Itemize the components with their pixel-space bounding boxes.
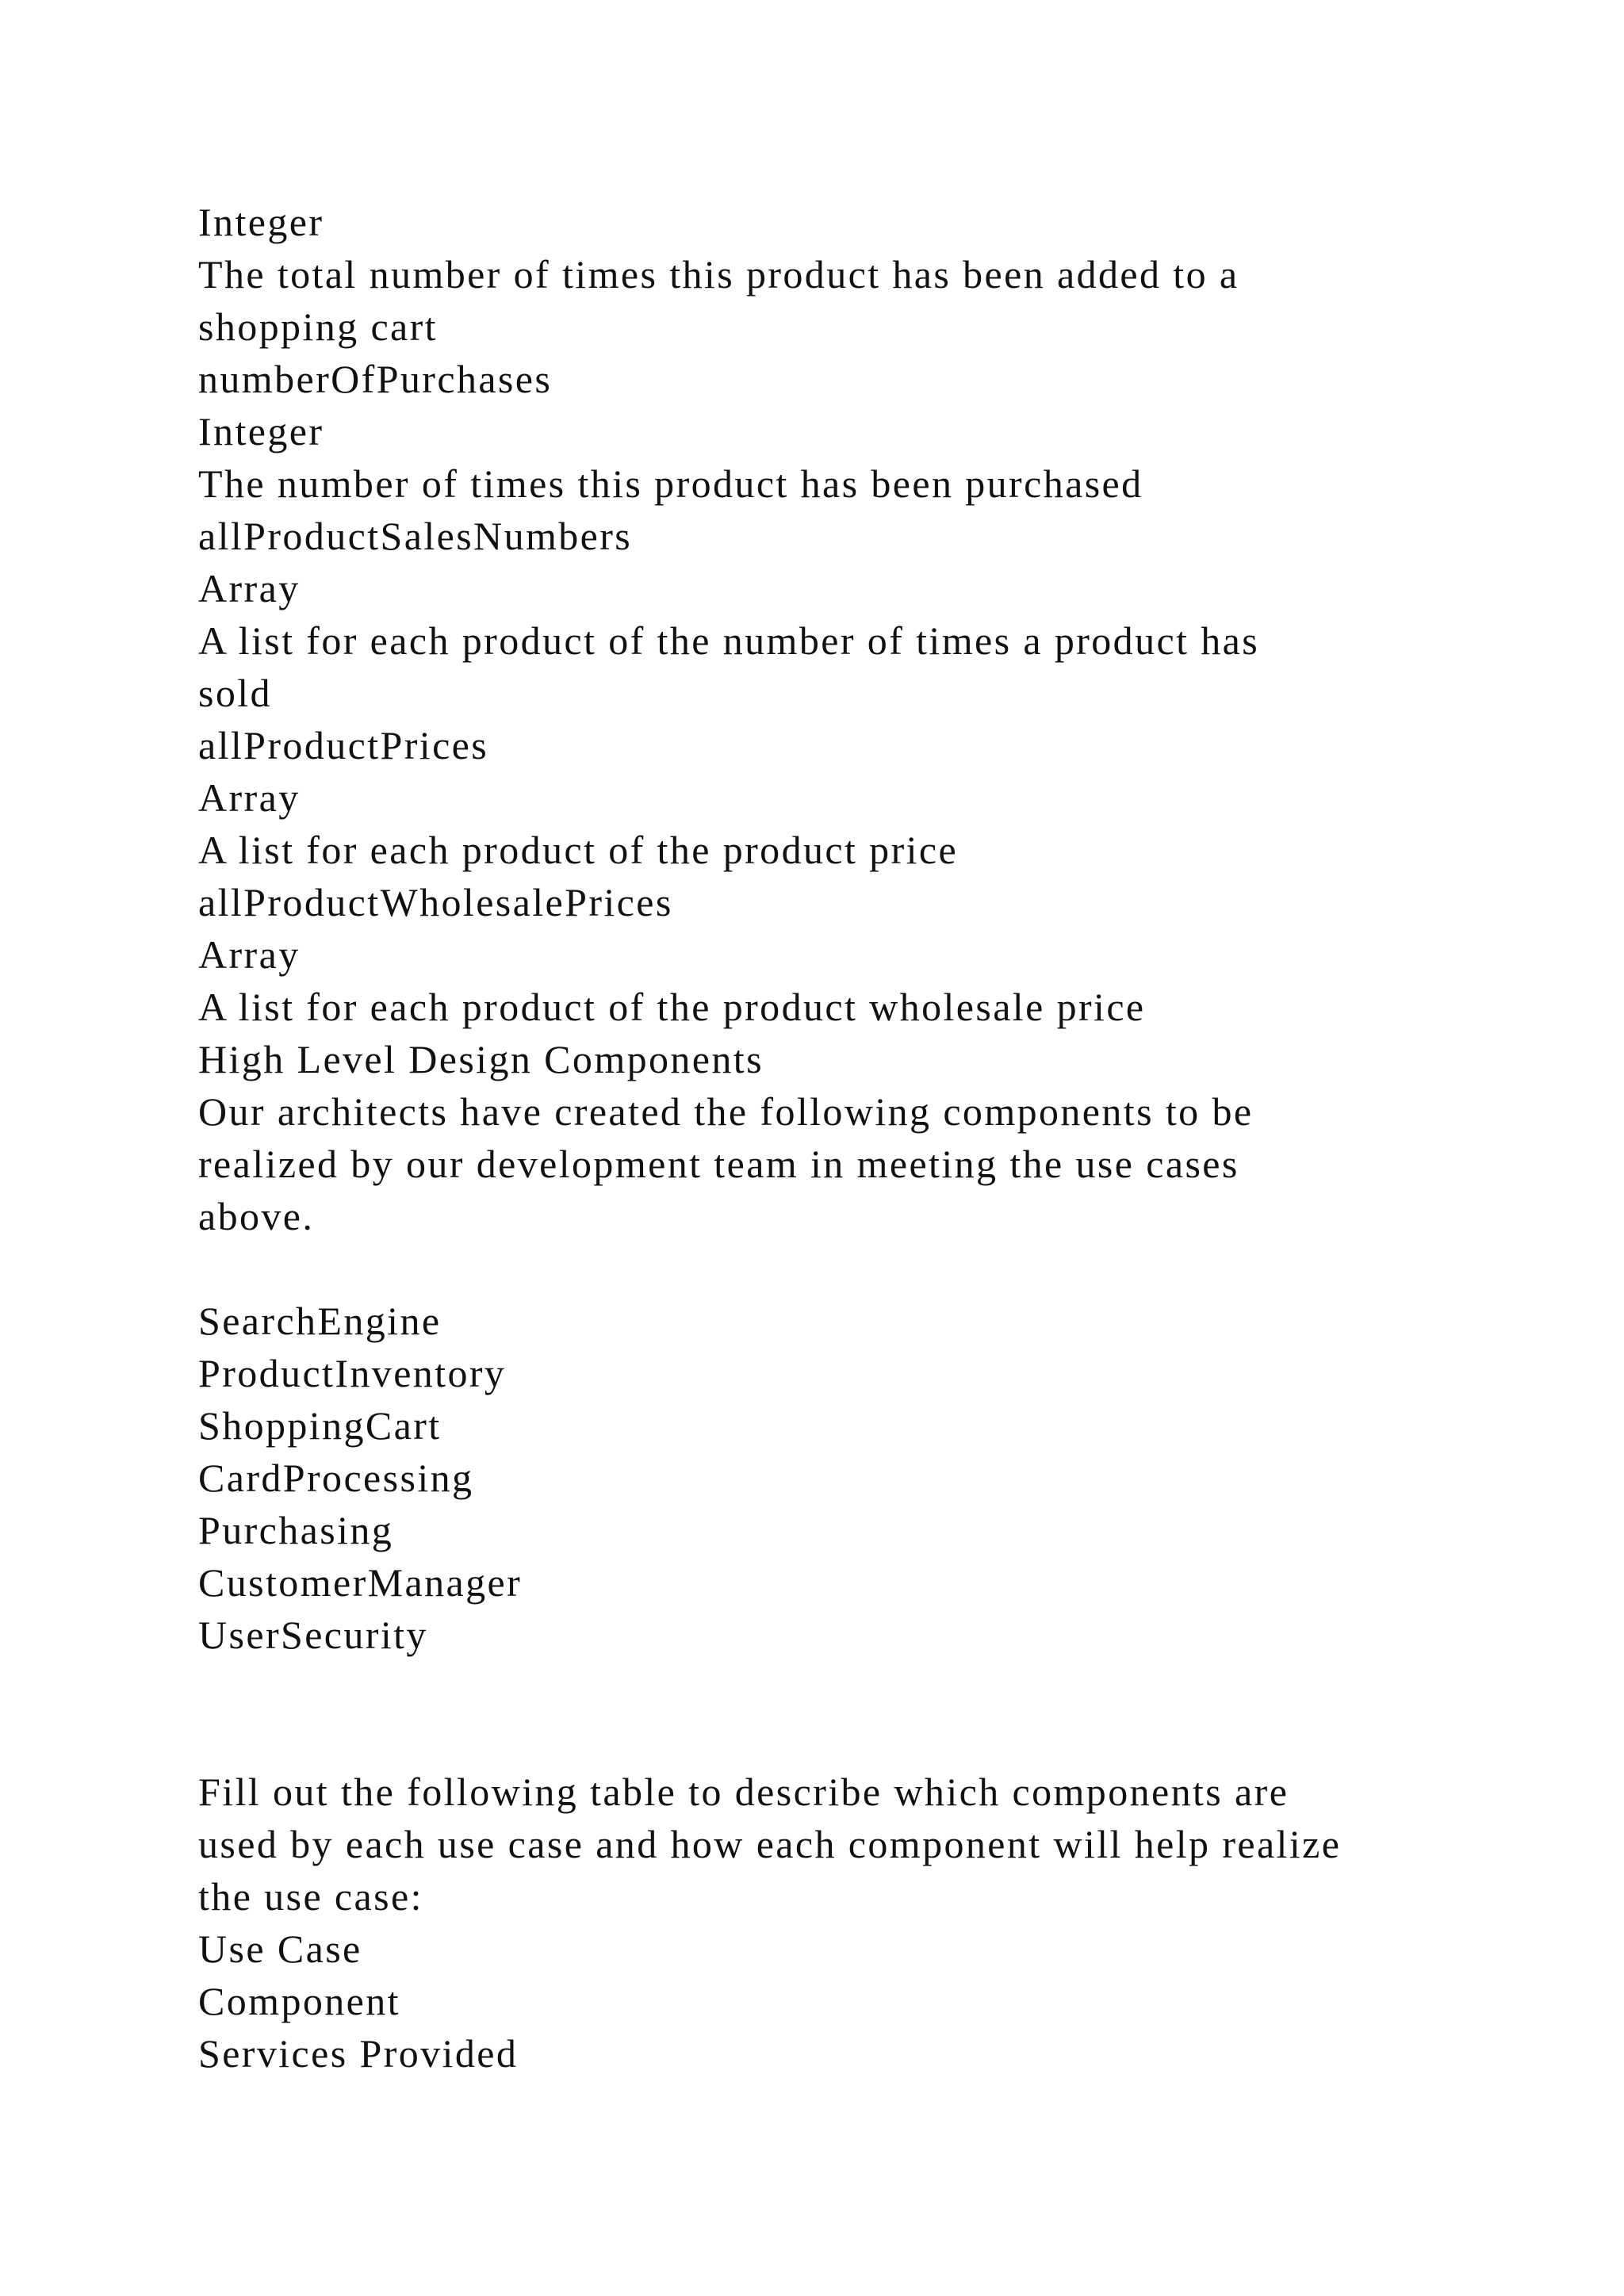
component-item: Purchasing — [198, 1508, 394, 1552]
text-line: A list for each product of the product wholesale price — [198, 985, 1146, 1029]
component-item: UserSecurity — [198, 1613, 428, 1657]
component-item: CardProcessing — [198, 1456, 474, 1500]
text-line: Integer — [198, 200, 324, 244]
text-line: The number of times this product has been purchased — [198, 461, 1143, 506]
table-header-use-case: Use Case — [198, 1927, 362, 1971]
component-item: CustomerManager — [198, 1560, 523, 1605]
text-line: Fill out the following table to describe which components are — [198, 1770, 1289, 1814]
text-line: The total number of times this product has been added to a — [198, 252, 1239, 297]
text-line: Array — [198, 566, 301, 610]
document-body — [198, 196, 1507, 2080]
blank-line — [198, 1242, 1507, 1295]
text-line: used by each use case and how each component will help realize — [198, 1822, 1342, 1866]
text-line: allProductSalesNumbers — [198, 514, 633, 558]
table-header-component: Component — [198, 1979, 400, 2023]
component-item: SearchEngine — [198, 1299, 442, 1343]
text-line: Array — [198, 775, 301, 820]
text-line: A list for each product of the product price — [198, 828, 959, 872]
text-line: shopping cart — [198, 304, 438, 349]
text-line: the use case: — [198, 1874, 423, 1919]
section-heading: High Level Design Components — [198, 1037, 764, 1081]
blank-line — [198, 1661, 1507, 1713]
component-item: ShoppingCart — [198, 1403, 442, 1448]
blank-line — [198, 1713, 1507, 1766]
table-header-services-provided: Services Provided — [198, 2031, 519, 2076]
text-line: Array — [198, 932, 301, 977]
text-line: allProductPrices — [198, 723, 489, 767]
text-line: A list for each product of the number of times a product has — [198, 618, 1260, 663]
component-item: ProductInventory — [198, 1351, 507, 1395]
text-line: allProductWholesalePrices — [198, 880, 673, 924]
text-line: Integer — [198, 409, 324, 453]
text-line: numberOfPurchases — [198, 357, 553, 401]
text-line: realized by our development team in meeting the use cases — [198, 1142, 1239, 1186]
text-line: sold — [198, 671, 272, 715]
text-line: Our architects have created the following components to be — [198, 1089, 1254, 1134]
text-line: above. — [198, 1194, 315, 1238]
